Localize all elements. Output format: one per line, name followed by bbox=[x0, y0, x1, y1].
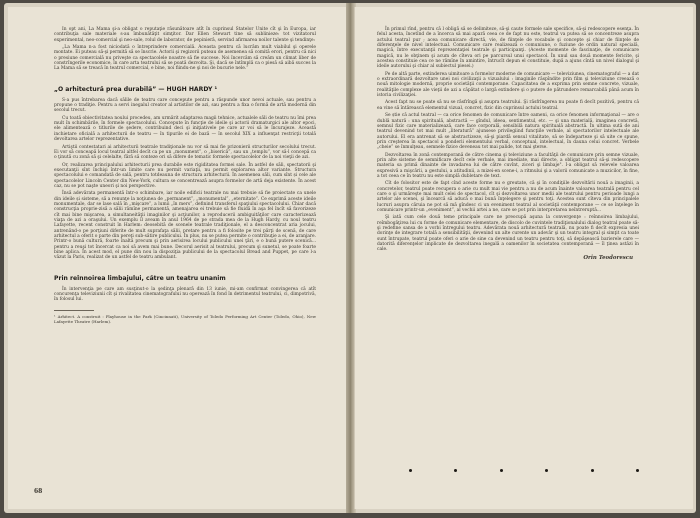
section-heading-architecture: „O arhitectură prea durabilă” — HUGH HARDY ¹ bbox=[54, 85, 218, 93]
architecture-paragraph-3: Artiştii contestatari ai arhitecturii teatrale tradiţionale nu vor să mai fie prizonierii structurilor secolului trecut. Ei vor să conceapă locul teatral altfel decît ca pe un „monument”, o „biserică”, sau un „templu”, vor să-l concepă ca o ţinută cu zonă să şi celelalte, fără să conteze ori să difere de tematic formele spectacolelor de la noi vieţii de azi. bbox=[54, 144, 316, 161]
right-paragraph-4: Se știe că actul teatral — ca orice fenomen de comunicare între oameni, ca orice fenomen informaţional — are o dublă natură : una spirituală, abstractă — gîndul, ideea, sentimentul, etc. — şi una materială, imaginea concretă, semnul fizic care materializează, care face corporală, sensibilă natura spirituală abstractă. În ultima sută de ani teatrul devenind tot mai mult „literatură” ajunsese privilegiind funcţiile verbale, al spectatorilor intelectuale ale autorului. El era antrenat să se abstractizeze, să-şi piardă sensul vitalitate, să se îndeparteze şi să uite ce spune, prin creşterea în spectacol a ponderii elementului verbal, conceptual, intelectual, în dauna celui concret. Verbele „cheie” se înmulţeau, semnele fizice deveneau tot mai palide, tot mai şterse. bbox=[377, 113, 639, 151]
right-paragraph-6: Cît de folositor este de fapt cînd aceste forme nu e greutate, că şi în condiţiile dezvoltării nouă a imaginii, a concretelor, teatrul poate recupera o arie cu mult mai vie pentru a nu de acum înainte valoarea teatrală pentru cel care o şi urmăreşte mai mult celei de spectacol, cît şi dezvoltarea unor medii ale teatrului pentru perioade lungi a artelor ale scenei, şi încearcă să aducă o mai bună înţelegere şi pentru toţi. Acestea sunt cîteva din principalele lucruri asupra căruia ne pot să mă gîndesc ci un eveniment teatral al societăţii contemporane — ce se înţelege în comunicare printr-un „eveniment”, al vechii artei a ne, care se pot prin interpretarea neîntreruptă... bbox=[377, 181, 639, 213]
right-page bbox=[354, 7, 693, 509]
footnote-divider bbox=[54, 310, 94, 311]
left-column bbox=[54, 27, 316, 326]
right-column bbox=[377, 27, 639, 261]
section-heading-language: Prin reînnoirea limbajului, către un teatru unanim bbox=[54, 274, 226, 282]
intro-paragraph-1: In opt ani, La Mama şi-a obligat o reputaţie răsunătoare atît în cuprinsul Statelor Unite cît şi în Europa, iar contribuţia sale materiale s-au îmbunătăţit simţitor. Dar Ellen Stewart tine să sublinieze: tot vizitatorul experimental, neo-comercial şi neo-sale, rolul de laborator, de pepinieră, servind afirmarea noilor talente şi tendinţe: bbox=[54, 27, 316, 43]
right-paragraph-7: Şi iată cum cele două teme principale care ne preocupă aşuna la convergenţe : reînnoirea limbajului, reîmbogăţirea lui cu forme de comunicare elementare, de discolo de cuvintele tradiţionalului dialog teatral poate să-şi redefine sansa de a vorbi întregului teatru. Adevărata nouă arhitectură teatrală, nu poate fi decît expresia unei dorinţe de integrare totală a sensibilităţii, devenind un alte curente un adevăr şi un teatru integral şi simţit ca toate sunt întrupate, teatrul poate oferi o arie de sine ca devenind un teatru pentru toţi, să depăşească barierele care — datorită diferenţelor implicate de dezvoltarea inegală a oamenilor în societatea contemporană — îl ţinea astăzi în cale. bbox=[377, 215, 639, 253]
right-paragraph-5: Dezvoltarea în zonă contemporană de către cinema şi televiziune a facultăţii de comunicare prin semne vizuale, prin alte sisteme de semnificare decît cele verbale, mai imediate, mai directe, a obligat teatrul să-şi redescopere materia sa primă dinainte de invadarea lui de către cuvînt, ziceri şi limbaje". I-a obligat să relevele valoarea expresivă a mişcării, a gestului, a atitudinii, a mizei-en scene-i, a ritmului şi a valorii comunicate a muzicilor, în fine, a tot ceea ce în teatru nu este simplă dubletare de text. bbox=[377, 152, 639, 179]
right-paragraph-1: În primul rînd, pentru că l obligă să se delimiteze, să-şi caute formele sale specifice, să-şi redescopere esenţa. În felul acesta, încetînd de a încerca să mai apară ceea ce de fapt nu este, teatrul va putea să se concentreze asupra actului teatral pur ; acea comunicare directă, vie, de fiinţele de vocabule şi concepte şi chiar de fiinţele de diferenţele de nivel intelectual. Comunicare care realizează o comuniune, o fuziune de ordin natural specială, magică, între executanţii reprezentaţiei teatrale şi participanţi. (Aceste momente de fascinaţie, de comunicare magică, nu le obţinem şi acum de cîteva ori pe parcursul unui spectacol. În unul sau două momente fericite, şi acestea constituie cea ce ne rămîne în amintire, întrucît depun el constituie, după a ajuns cîntă un nivel dialogul şi ideile autorului şi chiar al subiectul piesei.) bbox=[377, 27, 639, 70]
right-paragraph-3: Acest fapt nu se poate să nu se răsfrîngă şi asupra teatrului. Şi răsfrîngerea nu poate fi decît pozitivă, pentru că ea vine să întărească elementul vizual, concret, fizic din cuprinsul actului teatral. bbox=[377, 100, 639, 111]
book-spread bbox=[4, 3, 696, 513]
dot-ornament bbox=[500, 469, 503, 472]
dot-ornament bbox=[636, 469, 639, 472]
footnote: ¹ Arhitect. A construit : Playhouse in the Park (Cincinnati), University of Toledo Performing Art Center (Toledo, Ohio), New Lafayette Theatre (Harlem). bbox=[54, 313, 316, 324]
intro-paragraph-2: „La Mama n-a fost niciodată o întreprindere comercială. Aceasta pentru că lucrăm mult viabilul şi operele montate. Ei puteau să-şi permită să se înscrie. Actorii şi regizorii puteau de asemenea să comită erori, pentru că nici o presiune comercială nu priveşte ca spectacolele noastre să fie succese. Noi încercăm să creăm un climat liber de constrîngerile economice, în care arta teatrului să se poată dezvolta. Şi, dacă se întîmplă ca o piesă să aibă succes la La Mama să se treacă în teatrul comercial, e bine, noi fiindu-ne şi noi de bucurie nele.” bbox=[54, 45, 316, 72]
architecture-paragraph-1: S-a pus întrebarea dacă sălile de teatru care concepute pentru a răspunde unor nevoi actuale, sau pentru a propune o tradiţie. Pentru a servi inegalul creator al artistilor de azi, sau pentru a fixa o formă de artă modernă din secolul trecut. bbox=[54, 97, 316, 114]
author-signature: Orin Teodorescu bbox=[583, 254, 633, 261]
right-paragraph-2: Pe de altă parte, extinderea uimitoare a formelor moderne de comunicare — televiziunea, cinematograful — a dat o extraordinară dezvoltare unei noi civilizaţii a vizualului : imaginile răspîndite prin film şi televiziune creează o nouă mitologie modernă, proprie societăţii contemporane. Capacitatea de a exprima prin semne concrete, vizuale, realităţile complexe ale vieţii de azi a căpătat o largă extindere şi o putere de pătrundere remarcabilă până acum în istoria civilizaţiei. bbox=[377, 71, 639, 99]
dot-ornament bbox=[591, 469, 594, 472]
page-number: 68 bbox=[34, 488, 43, 495]
architecture-paragraph-4: Or, realizarea principalului arhitecturii prea durabile este rigiditatea formei sale. În astfel de săli, spectatorii şi executanţii sînt închişi într-un limite care nu permit variaţii, nu permit explorarea altor variante. Structura spectacolului e comandată de sală, pentru totdeauna de structura arhitecturii. În asemenea săli, cum sînt și cele ale spectacolelor Lincoln Center din New-York, cultura se concentrează asupra formelor de artă deja existente. În acest caz, nu se pot naşte uneori şi noi perspective. bbox=[54, 162, 316, 189]
language-paragraph-1: În intervenţia pe care am susţinut-o la şedinţa plenară din 13 iunie, mi-am confirmat convingerea că atît concurenţa televiziunii cît şi rivalitatea cinematografului nu operează în fond în detrimentul teatrului, ci, dimpotrivă, în folosul lui. bbox=[54, 286, 316, 303]
dot-ornament bbox=[454, 469, 457, 472]
dot-ornament bbox=[409, 469, 412, 472]
dot-ornament bbox=[545, 469, 548, 472]
left-page bbox=[8, 7, 349, 509]
architecture-paragraph-5: Însă adevărata permanentă într-o schimbare, iar noile edificii teatrale nu mai trebuie să fie proiectate ca unele din ideile și sisteme, să a renunţe la noţiunea de „permanent”, „monumental”, „eternitate”. Ce exprimă aceste ideile monumentale, dar se lase sală în „mişcare”, a lumii „în mers”, definind transferul spaţiului spectacolului. Chiar dacă construcţia proprie-zisă a sălii rămîne permanentă, amenajarea ei trebuie să fie fluidă în aşa fel încît să favorizeze cît mai bine mişcarea, a simultaneităţii imaginilor şi acţiunilor, a reproducerii ambiguităţilor care caracterizează viaţa de azi a oraşului. Un exemplu îl aveam în anul 1964 de pe strada mea de la Hugh Hardy, cu noul teatru Lafayette, recent construit în Harlem: deosebită de scenele teatrale tradiţionale, el a desconcentrat aria jocului, antrenând-o pe porţiuni diferite de mult suprafaţa sălii, pretare pentru a fi folosite pe trei părţi de scenă, de care arhitectul a oferit o parte din pereţi sub-sătire publicului. În plus, nu se putea permite o contribuţie a ei, de aranjare. Printr-o bună cultură, foarte înaltă precum şi prin aerisirea locului publicului unei ţări, e o bună putere scenică... pentru a reuşi tot încercat ca noi să avem mai bune. Decorul aerisit al teatrului, precum şi sunetul, se poate foarte bine aplica. În acest mod, el pune din nou la dispoziţia publicului de la spectacolul Bread and Puppet, pe care l-a văzut la Paris, realizat de un astfel de teatru ambulant. bbox=[54, 191, 316, 261]
architecture-paragraph-2: Cu toată obiectivitatea noului procedeu, am urmărit adaptarea magii tehnice, actualele săli de teatru nu îmi prea mult în schimbările, în formele spectacolului. Concepute în funcţie de ideile şi actorii dramaturgici ale altor epoci, ele alimentează o titlurile de şedere, contribuind deci şi iniţiativele pe care ar voi să le încurajeze. Această inchietare oficială a arhitecturii de teatru — în tipurile ei de bază — în secolul XIX a influenţat restricţii totală devoltarea artelor reprezentative. bbox=[54, 115, 316, 143]
section-end-dots bbox=[409, 469, 639, 472]
